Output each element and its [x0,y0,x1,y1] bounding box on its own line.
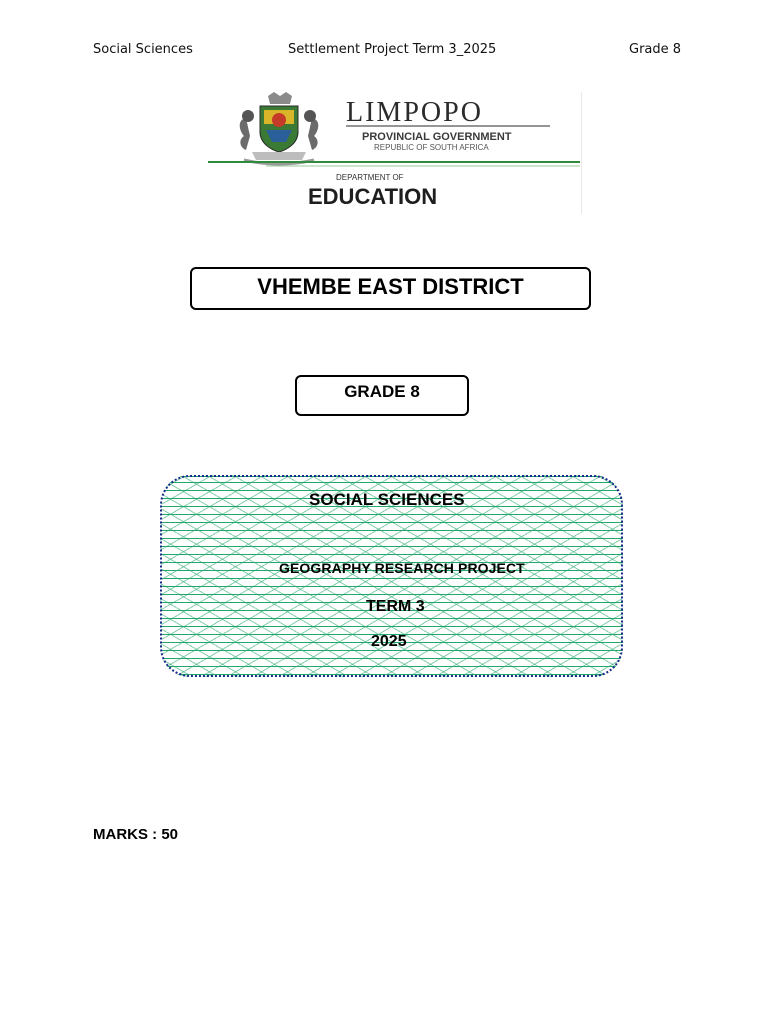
project-title: GEOGRAPHY RESEARCH PROJECT [279,560,525,576]
grade-title: GRADE 8 [344,382,420,401]
year-label: 2025 [371,633,407,650]
coat-of-arms-icon [240,92,319,164]
logo-republic: REPUBLIC OF SOUTH AFRICA [374,143,489,152]
limpopo-education-logo [206,90,590,216]
logo-government: PROVINCIAL GOVERNMENT [362,131,512,143]
subject-title: SOCIAL SCIENCES [309,490,465,509]
header-subject: Social Sciences [93,42,193,57]
marks-total: MARKS : 50 [93,826,179,843]
header-grade: Grade 8 [629,42,682,57]
header-title: Settlement Project Term 3_2025 [288,42,497,57]
logo-department-of: DEPARTMENT OF [336,173,404,182]
logo-province: LIMPOPO [346,97,483,128]
logo-divider [581,92,591,214]
logo-education: EDUCATION [308,184,438,209]
term-label: TERM 3 [366,598,425,615]
district-title: VHEMBE EAST DISTRICT [257,274,524,299]
